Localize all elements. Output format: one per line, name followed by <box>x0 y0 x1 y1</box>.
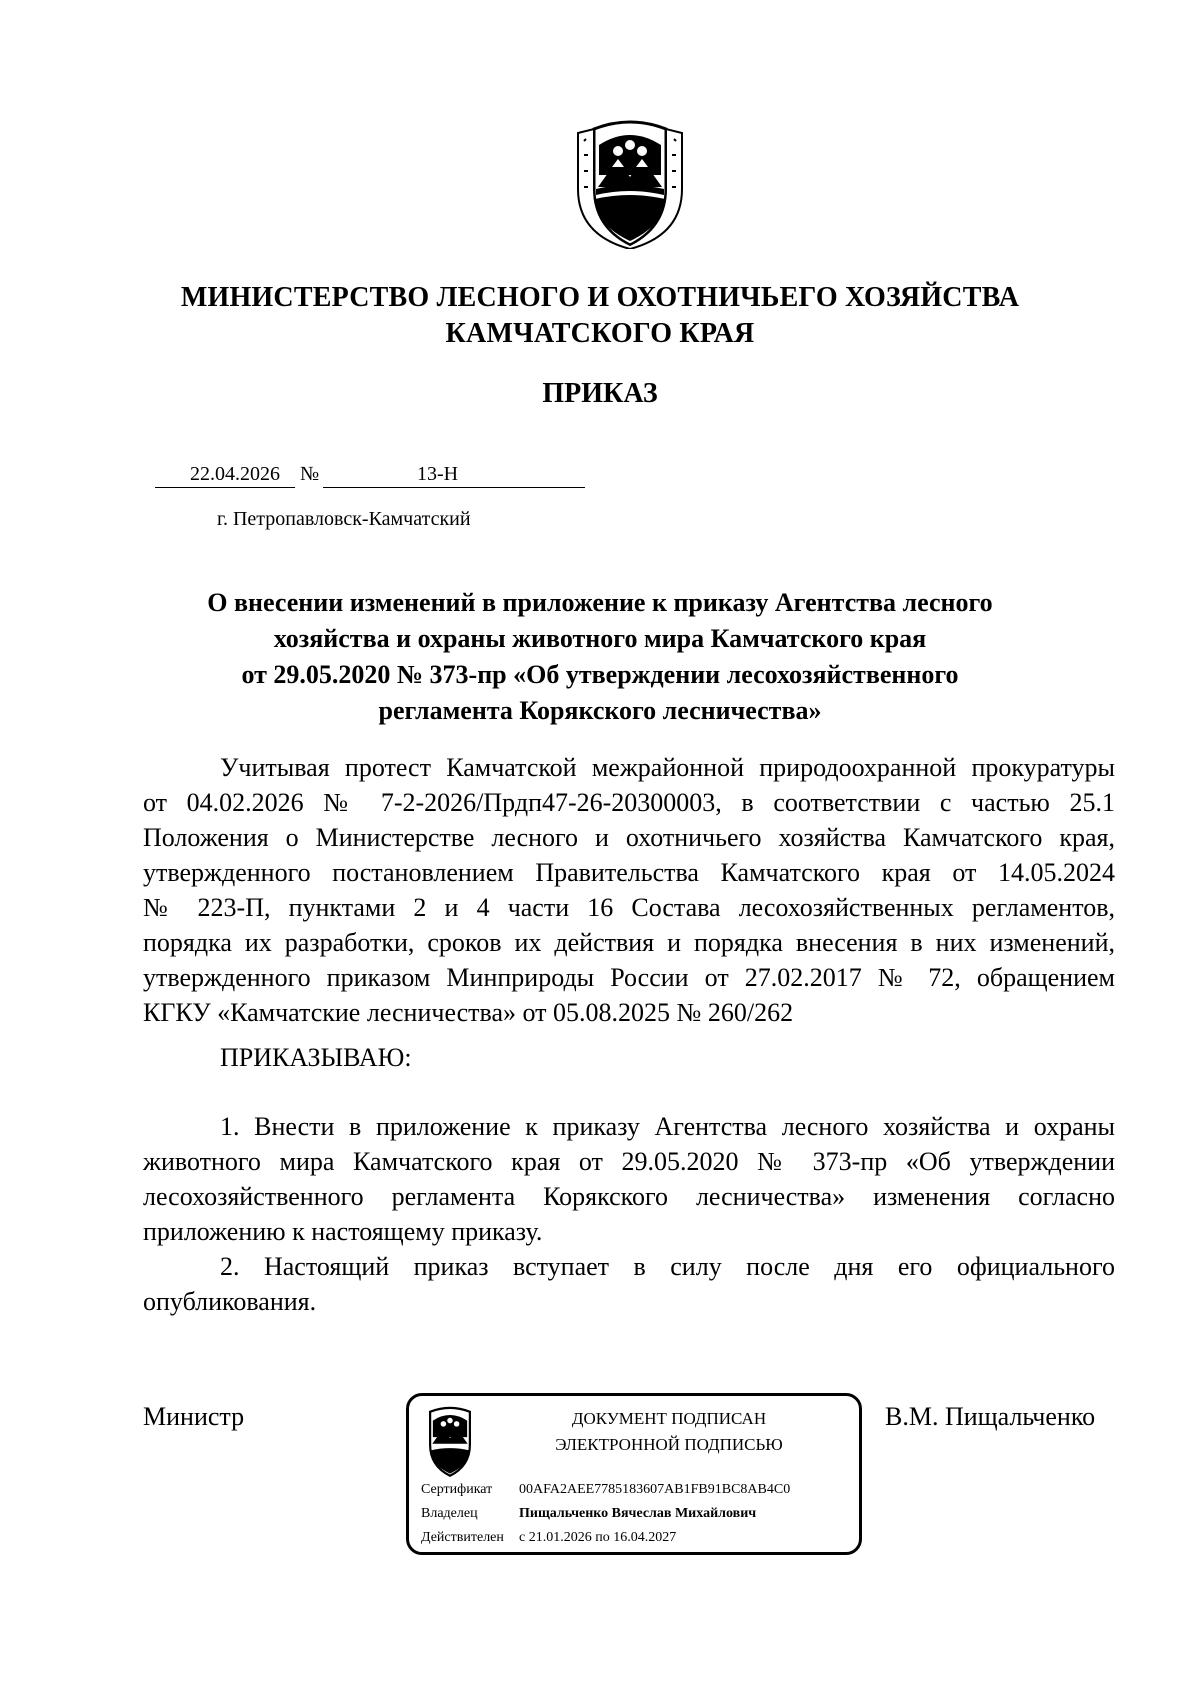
paragraph-line: 2. Настоящий приказ вступает в силу после дня его официального <box>220 1252 1115 1281</box>
organization-name-line2: КАМЧАТСКОГО КРАЯ <box>445 318 755 349</box>
paragraph-line: приложению к настоящему приказу. <box>143 1217 543 1246</box>
paragraph-line: Учитывая протест Камчатской межрайонной природоохранной прокуратуры <box>220 753 1115 782</box>
signatory-position: Министр <box>143 1402 245 1431</box>
certificate-label: Сертификат <box>421 1482 493 1497</box>
paragraph-line: порядка их разработки, сроков их действия и порядка внесения в них изменений, <box>143 928 1115 957</box>
stamp-emblem-icon <box>419 1404 481 1478</box>
paragraph-line: лесохозяйственного регламента Корякского лесничества» изменения согласно <box>143 1182 1115 1211</box>
document-date: 22.04.2026 <box>190 463 280 485</box>
owner-label: Владелец <box>421 1506 478 1521</box>
date-number-line <box>155 462 585 488</box>
paragraph-line: Положения о Министерстве лесного и охотничьего хозяйства Камчатского края, <box>143 823 1115 852</box>
electronic-signature-stamp <box>406 1393 862 1555</box>
number-label: № <box>300 463 320 485</box>
document-number: 13-Н <box>417 463 459 485</box>
stamp-validity-row <box>421 1530 676 1546</box>
stamp-heading-line2: ЭЛЕКТРОННОЙ ПОДПИСЬЮ <box>555 1435 783 1454</box>
paragraph-line: от 04.02.2026 № 7-2-2026/Прдп47-26-20300003, в соответствии с частью 25.1 <box>143 788 1115 817</box>
paragraph-line: КГКУ «Камчатские лесничества» от 05.08.2025 № 260/262 <box>143 998 794 1027</box>
paragraph-line: № 223-П, пунктами 2 и 4 части 16 Состава лесохозяйственных регламентов, <box>143 893 1115 922</box>
owner-value: Пищальченко Вячеслав Михайлович <box>519 1506 757 1521</box>
paragraph-line: опубликования. <box>143 1287 317 1316</box>
certificate-value: 00AFA2AEE7785183607AB1FB91BC8AB4C0 <box>519 1482 791 1497</box>
document-title <box>0 585 1200 729</box>
organization-name <box>0 280 1200 352</box>
document-type: ПРИКАЗ <box>542 378 658 409</box>
order-item-1 <box>143 1109 1115 1249</box>
kamchatka-coat-of-arms-emblem <box>574 115 686 249</box>
validity-value: с 21.01.2026 по 16.04.2027 <box>519 1530 677 1545</box>
paragraph-line: животного мира Камчатского края от 29.05.2020 № 373-пр «Об утверждении <box>143 1147 1115 1176</box>
stamp-heading-line1: ДОКУМЕНТ ПОДПИСАН <box>571 1409 767 1428</box>
stamp-owner-row <box>421 1506 756 1522</box>
command-word: ПРИКАЗЫВАЮ: <box>220 1043 412 1072</box>
paragraph-line: 1. Внести в приложение к приказу Агентства лесного хозяйства и охраны <box>220 1112 1115 1141</box>
signatory-name: В.М. Пищальченко <box>885 1402 1096 1431</box>
title-line: регламента Корякского лесничества» <box>378 696 822 725</box>
title-line: от 29.05.2020 № 373-пр «Об утверждении лесохозяйственного <box>241 660 959 689</box>
preamble-paragraph <box>143 750 1115 1030</box>
order-item-2 <box>143 1249 1115 1319</box>
paragraph-line: утвержденного постановлением Правительства Камчатского края от 14.05.2024 <box>143 858 1115 887</box>
title-line: хозяйства и охраны животного мира Камчатского края <box>273 624 927 653</box>
title-line: О внесении изменений в приложение к приказу Агентства лесного <box>207 588 993 617</box>
place-of-issue: г. Петропавловск-Камчатский <box>217 508 471 530</box>
stamp-certificate-row <box>421 1482 790 1498</box>
organization-name-line1: МИНИСТЕРСТВО ЛЕСНОГО И ОХОТНИЧЬЕГО ХОЗЯЙСТВА <box>180 282 1020 313</box>
validity-label: Действителен <box>421 1530 504 1545</box>
paragraph-line: утвержденного приказом Минприроды России от 27.02.2017 № 72, обращением <box>143 963 1115 992</box>
